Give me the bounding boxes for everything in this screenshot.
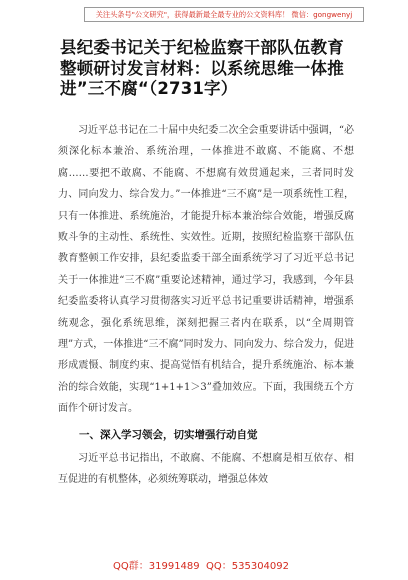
document-body bbox=[58, 120, 354, 491]
body-paragraph: 习近平总书记在二十届中央纪委二次全会重要讲话中强调，“必须深化标本兼治、系统治理，一体推进不敢腐、不能腐、不想腐……要把不敢腐、不能腐、不想腐有效贯通起来，三者同时发力、同向发力、综合发力。”一体推进“三不腐”是一项系统性工程，只有一体推进、系统施治，才能提升标本兼治综合效能，增强反腐败斗争的主动性、系统性、实效性。近期，按照纪检监察干部队伍教育整顿工作安排，县纪委监委干部全面系统学习了习近平总书记关于一体推进“三不腐”重要论述精神，通过学习，我感到，今年县纪委监委将认真学习贯彻落实习近平总书记重要讲话精神，增强系统观念，强化系统思维，深刻把握三者内在联系，以“全周期管理”方式，一体推进“三不腐”同时发力、同向发力、综合发力，促进形成震慑、制度约束、提高觉悟有机结合，提升系统施治、标本兼治的综合效能，实现“1+1+1＞3”叠加效应。下面，我围绕五个方面作个研讨发言。 bbox=[58, 125, 354, 415]
footer-qq-group: QQ群：31991489 bbox=[113, 561, 200, 572]
section-heading: 一、深入学习领会，切实增强行动自觉 bbox=[79, 428, 258, 441]
footer bbox=[0, 558, 408, 576]
footer-qq-contact: QQ：535304092 bbox=[206, 561, 290, 572]
section-paragraph: 习近平总书记指出，不敢腐、不能腐、不想腐是相互依存、相互促进的有机整体，必须统筹联动，增强总体效 bbox=[58, 452, 354, 486]
document-title: 县纪委书记关于纪检监察干部队伍教育整顿研讨发言材料：以系统思维一体推进”三不腐“（2731字） bbox=[60, 38, 344, 98]
header-banner: 关注头条号"公文研究"，获得最新最全最专业的公文资料库！ 微信：gongwenyj bbox=[84, 7, 364, 22]
